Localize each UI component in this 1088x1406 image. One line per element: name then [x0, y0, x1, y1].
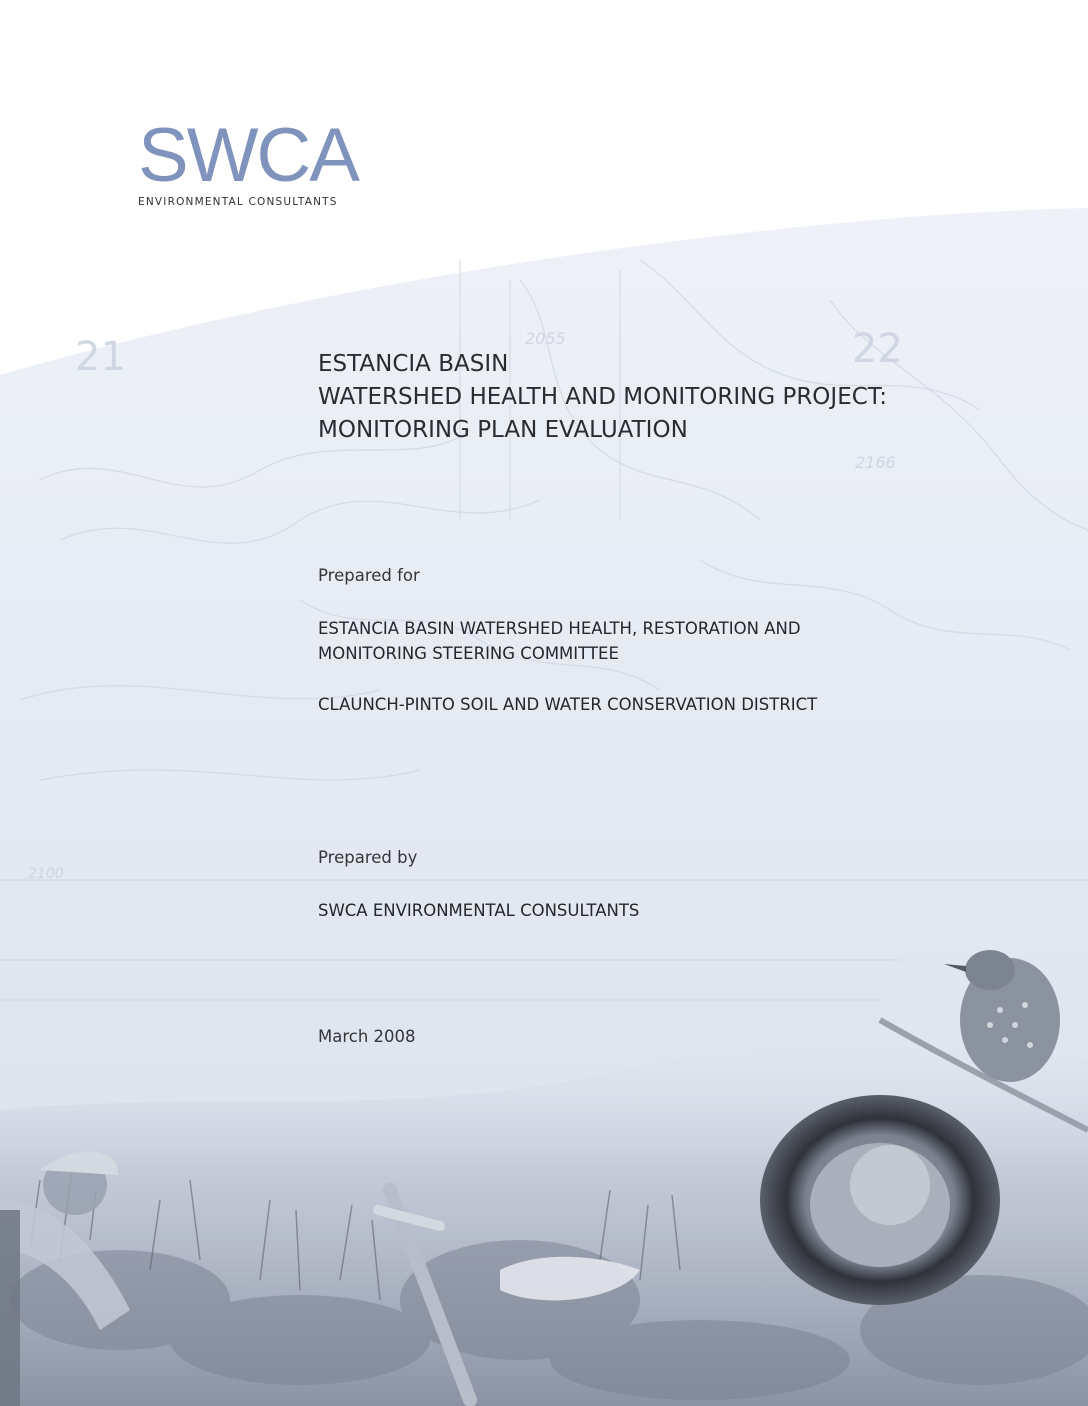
title-line-3: MONITORING PLAN EVALUATION — [318, 417, 688, 443]
svg-text:2055: 2055 — [525, 329, 566, 348]
client-org-2: CLAUNCH-PINTO SOIL AND WATER CONSERVATION DISTRICT — [318, 695, 818, 714]
client-org-1 — [318, 616, 801, 666]
svg-text:2100: 2100 — [28, 866, 64, 882]
client-org-1-line-2: MONITORING STEERING COMMITTEE — [318, 644, 619, 663]
client-org-1-line-1: ESTANCIA BASIN WATERSHED HEALTH, RESTORATION AND — [318, 619, 801, 638]
title-line-2: WATERSHED HEALTH AND MONITORING PROJECT: — [318, 384, 888, 410]
report-date: March 2008 — [318, 1027, 416, 1046]
svg-text:22: 22 — [852, 326, 903, 372]
title-line-1: ESTANCIA BASIN — [318, 351, 509, 377]
logo-tagline: ENVIRONMENTAL CONSULTANTS — [138, 196, 338, 208]
prepared-by-label: Prepared by — [318, 848, 418, 867]
svg-text:2166: 2166 — [855, 453, 896, 472]
svg-text:21: 21 — [75, 334, 126, 380]
swca-logo — [138, 113, 388, 208]
report-title — [318, 348, 1038, 447]
prepared-for-label: Prepared for — [318, 566, 420, 585]
logo-wordmark: SWCA — [138, 113, 358, 198]
author-org: SWCA ENVIRONMENTAL CONSULTANTS — [318, 901, 640, 920]
